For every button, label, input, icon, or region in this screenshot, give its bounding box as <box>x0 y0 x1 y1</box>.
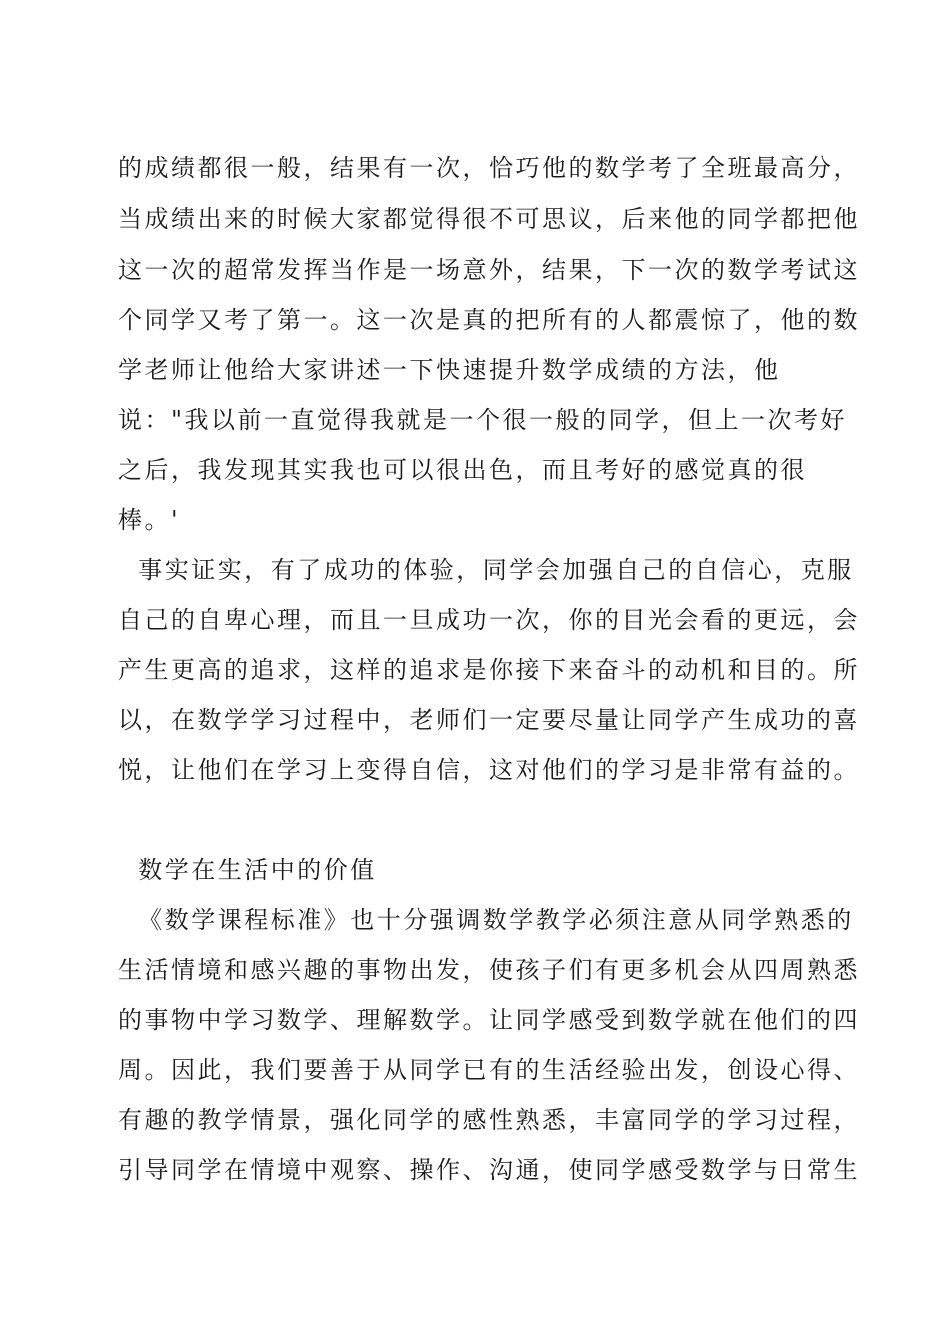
paragraph-line: 引导同学在情境中观察、操作、沟通，使同学感受数学与日常生 <box>118 1156 860 1184</box>
paragraph-line: 产生更高的追求，这样的追求是你接下来奋斗的动机和目的。所 <box>118 656 860 684</box>
paragraph-line: 说："我以前一直觉得我就是一个很一般的同学，但上一次考好 <box>118 406 848 434</box>
paragraph-line: 棒。' <box>118 506 181 534</box>
paragraph-line: 当成绩出来的时候大家都觉得很不可思议，后来他的同学都把他 <box>118 205 860 233</box>
paragraph-line: 学老师让他给大家讲述一下快速提升数学成绩的方法，他 <box>118 356 781 384</box>
paragraph-line: 的事物中学习数学、理解数学。让同学感受到数学就在他们的四 <box>118 1006 860 1034</box>
paragraph-line: 自己的自卑心理，而且一旦成功一次，你的目光会看的更远，会 <box>118 606 860 634</box>
paragraph-line: 这一次的超常发挥当作是一场意外，结果，下一次的数学考试这 <box>118 256 860 284</box>
paragraph-line: 以，在数学学习过程中，老师们一定要尽量让同学产生成功的喜 <box>118 706 860 734</box>
paragraph-line: 生活情境和感兴趣的事物出发，使孩子们有更多机会从四周熟悉 <box>118 956 860 984</box>
section-heading: 数学在生活中的价值 <box>118 856 377 884</box>
paragraph-line: 周。因此，我们要善于从同学已有的生活经验出发，创设心得、 <box>118 1056 860 1084</box>
paragraph-line: 悦，让他们在学习上变得自信，这对他们的学习是非常有益的。 <box>118 756 860 784</box>
paragraph-line: 之后，我发现其实我也可以很出色，而且考好的感觉真的很 <box>118 456 807 484</box>
paragraph-line: 个同学又考了第一。这一次是真的把所有的人都震惊了，他的数 <box>118 306 860 334</box>
paragraph-line: 事实证实，有了成功的体验，同学会加强自己的自信心，克服 <box>118 556 854 584</box>
paragraph-line: 的成绩都很一般，结果有一次，恰巧他的数学考了全班最高分， <box>118 154 860 182</box>
paragraph-line: 《数学课程标准》也十分强调数学教学必须注意从同学熟悉的 <box>118 906 854 934</box>
paragraph-line: 有趣的教学情景，强化同学的感性熟悉，丰富同学的学习过程， <box>118 1106 860 1134</box>
